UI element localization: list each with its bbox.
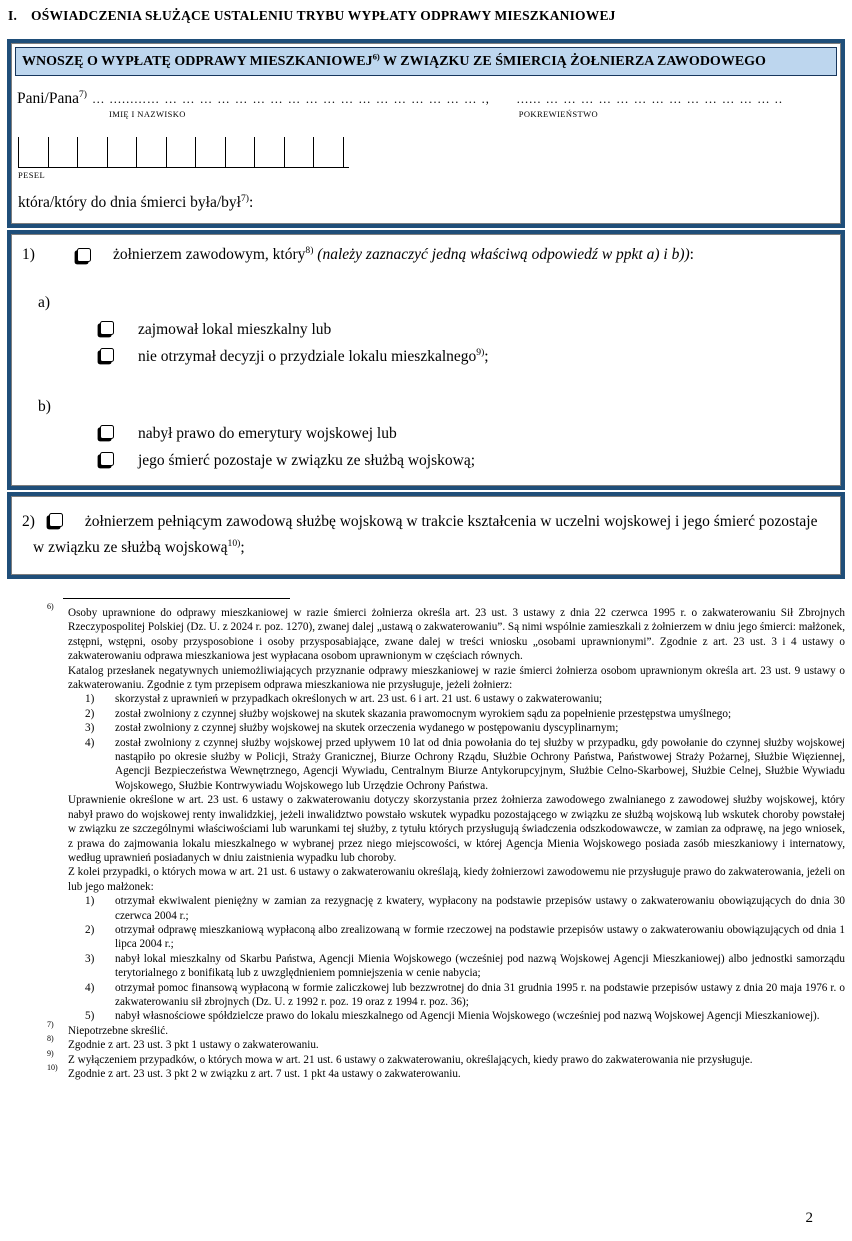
request-box [7, 39, 845, 228]
suboption-row [11, 321, 841, 339]
suboption-text: zajmował lokal mieszkalny lub [138, 321, 332, 338]
footnote-6-para-3: Uprawnienie określone w art. 23 ust. 6 ustawy o zakwaterowaniu dotyczy skorzystania przez żołnierza zawodowego zwalnianego z zawodowej służby wojskowej, który nabył prawo do wojskowej renty inwalidzkiej, jeżeli inwalidztwo powstało wskutek wypadku pozostającego w związku ze służbą wojskową lub wskutek choroby powstałej w związku ze szczególnymi właściwościami lub warunkami tej służby, z tytułu których przysługują świadczenia odszkodowawcze, w zamian za odprawę, na jego wniosek, z prawa do zajmowania lokalu mieszkalnego w wybranej przez niego miejscowości, w której Agencja Mienia Wojskowego posiada zasób mieszkaniowy i internatowy, według uprawnień posiadanych w dniu zaistnienia wypadku lub choroby. [68, 794, 845, 864]
suboption-text: nabył prawo do emerytury wojskowej lub [138, 425, 397, 442]
footnote-7-text: Niepotrzebne skreślić. [68, 1024, 169, 1037]
name-field[interactable]: … .........… … … … … … … … … … … … … … … … … … … ., [92, 92, 490, 106]
option-2-text: żołnierzem pełniącym zawodową służbę wojskową w trakcie kształcenia w uczelni wojskowej i jego śmierć pozostaje w związku ze służbą wojskową [33, 513, 818, 556]
option-2-number: 2) [22, 513, 35, 530]
suboption-checkbox[interactable] [100, 321, 114, 335]
pesel-cell[interactable] [107, 137, 137, 167]
footnotes-section [45, 598, 845, 1081]
pesel-cell[interactable] [77, 137, 107, 167]
suboption-row [11, 452, 841, 470]
pesel-cell[interactable] [313, 137, 344, 167]
section-roman-numeral: I. [8, 8, 18, 23]
pesel-cell[interactable] [166, 137, 196, 167]
footnote-ref-7: 7) [79, 88, 87, 100]
footnote-6-list-2 [68, 894, 845, 1024]
footnote-list-item: 2) otrzymał odprawę mieszkaniową wypłaconą albo zrealizowaną w formie rzeczowej na podstawie przepisów ustawy o zakwaterowaniu obowiązujących od dnia 1 lipca 2004 r.; [85, 923, 845, 951]
suboption-a-items [11, 321, 841, 366]
footnote-ref-7b: 7) [240, 192, 249, 204]
suboption-text: nie otrzymał decyzji o przydziale lokalu mieszkalnego$^{9)}$; [138, 346, 489, 365]
footnote-10: 10) Zgodnie z art. 23 ust. 3 pkt 2 w związku z art. 7 ust. 1 pkt 4a ustawy o zakwaterowaniu. [45, 1067, 845, 1081]
option-1-checkbox[interactable] [77, 248, 91, 262]
footnote-6: 6) Osoby uprawnione do odprawy mieszkaniowej w razie śmierci żołnierza określa art. 23 ust. 3 ustawy z dnia 22 czerwca 1995 r. o zakwaterowaniu Sił Zbrojnych Rzeczypospolitej Polskiej (Dz. U. z 2024 r. poz. 1270), zwanej dalej „ustawą o zakwaterowaniu”. Są nimi wspólnie zamieszkali z żołnierzem w dniu jego śmierci: małżonek, zstępni, wstępni, osoby przysposobione i osoby przysposabiające, zwane dalej w treści wniosku „osobami uprawnionymi”. Zgodnie z art. 23 ust. 3 i 4 ustawy o zakwaterowaniu odprawa mieszkaniowa jest wypłacana osobom uprawnionym w częściach równych. Katalog przesłanek negatywnych uniemożliwiających przyznanie odprawy mieszkaniowej w razie śmierci żołnierza osobom uprawnionym określa art. 23 ust. 9 ustawy o zakwaterowaniu. Zgodnie z tym przepisem odprawa mieszkaniowa nie przysługuje, jeżeli żołnierz: 1) skorzystał z uprawnień w przypadkach określonych w art. 23 ust. 6 i art. 21 ust. 6 ustawy o zakwaterowaniu; 2) został zwolniony z czynnej służby wojskowej na skutek skazania prawomocnym wyrokiem sądu za popełnienie przestępstwa umyślnego; 3) został zwolniony z czynnej służby wojskowej na skutek orzeczenia wydanego w postępowaniu dyscyplinarnym; 4) został zwolniony z czynnej służby wojskowej przed upływem 10 lat od dnia powołania do tej służby w przypadku, gdy powołanie do czynnej służby wojskowej nastąpiło po okresie służby w Policji, Straży Granicznej, Biurze Ochrony Rządu, Służbie Ochrony Państwa, Państwowej Straży Pożarnej, Służbie Więziennej, Agencji Bezpieczeństwa Wewnętrznego, Agencji Wywiadu, Centralnym Biurze Antykorupcyjnym, Służbie Celno-Skarbowej, Służbie Celnej, Służbie Wywiadu Wojskowego, Służbie Kontrwywiadu Wojskowego lub Urzędzie Ochrony Państwa. Uprawnienie określone w art. 23 ust. 6 ustawy o zakwaterowaniu dotyczy skorzystania przez żołnierza zawodowego zwalnianego z zawodowej służby wojskowej, który nabył prawo do wojskowej renty inwalidzkiej, jeżeli inwalidztwo powstało wskutek wypadku pozostającego w związku ze służbą wojskową lub wskutek choroby powstałej w związku ze szczególnymi właściwościami lub warunkami tej służby, z tytułu których przysługują świadczenia odszkodowawcze, w zamian za odprawę, na jego wniosek, z prawa do zajmowania lokalu mieszkalnego w wybranej przez niego miejscowości, w której Agencja Mienia Wojskowego posiada zasób mieszkaniowy i internatowy, według uprawnień posiadanych w dniu zaistnienia wypadku lub choroby. Z kolei przypadki, o których mowa w art. 21 ust. 6 ustawy o zakwaterowaniu określają, kiedy żołnierzowi zawodowemu nie przysługuje prawo do zakwaterowania, jeżeli on lub jego małżonek: 1) otrzymał ekwiwalent pieniężny w zamian za rezygnację z kwatery, wypłacony na podstawie przepisów ustawy o zakwaterowaniu obowiązujących do dnia 30 czerwca 2004 r.; 2) otrzymał odprawę mieszkaniową wypłaconą albo zrealizowaną w formie rzeczowej na podstawie przepisów ustawy o zakwaterowaniu obowiązujących od dnia 1 lipca 2004 r.; 3) nabył lokal mieszkalny od Skarbu Państwa, Agencji Mienia Wojskowego (wcześniej pod nazwą Wojskowej Agencji Mieszkaniowej) albo jednostki samorządu terytorialnego z bonifikatą lub z uwzględnieniem pomniejszenia w cenie nabycia; 4) otrzymał pomoc finansową wypłaconą w formie zaliczkowej lub bezzwrotnej do dnia 31 grudnia 1995 r. na podstawie przepisów ustawy z dnia 20 maja 1976 r. o zakwaterowaniu sił zbrojnych (Dz. U. z 1992 r. poz. 19 oraz z 1994 r. poz. 36); 5) nabył własnościowe spółdzielcze prawo do lokalu mieszkalnego od Agencji Mienia Wojskowego (wcześniej pod nazwą Wojskowej Agencji Mieszkaniowej). [47, 602, 845, 1023]
option-2-box [7, 492, 845, 579]
footnote-ref-8: 8) [305, 244, 314, 256]
footnote-list-item: 4) otrzymał pomoc finansową wypłaconą w formie zaliczkowej lub bezzwrotnej do dnia 31 grudnia 1995 r. na podstawie przepisów ustawy z dnia 20 maja 1976 r. o zakwaterowaniu sił zbrojnych (Dz. U. z 1992 r. poz. 19 oraz z 1994 r. poz. 36); [85, 981, 845, 1008]
pesel-cell[interactable] [254, 137, 284, 167]
footnote-list-item: 3) nabył lokal mieszkalny od Skarbu Państwa, Agencji Mienia Wojskowego (wcześniej pod nazwą Wojskowej Agencji Mieszkaniowej) albo jednostki samorządu terytorialnego z bonifikatą lub z uwzględnieniem pomniejszenia w cenie nabycia; [85, 952, 845, 980]
pesel-field [18, 137, 841, 180]
pesel-cell[interactable] [18, 137, 48, 167]
footnote-6-para-4: Z kolei przypadki, o których mowa w art. 21 ust. 6 ustawy o zakwaterowaniu określają, kiedy żołnierzowi zawodowemu nie przysługuje prawo do zakwaterowania, jeżeli on lub jego małżonek: [68, 866, 845, 893]
request-header-text-2: W ZWIĄZKU ZE ŚMIERCIĄ ŻOŁNIERZA ZAWODOWEGO [379, 54, 766, 69]
request-header [15, 47, 837, 76]
section-title-text: OŚWIADCZENIA SŁUŻĄCE USTALENIU TRYBU WYPŁATY ODPRAWY MIESZKANIOWEJ [31, 8, 616, 23]
option-2-checkbox[interactable] [49, 513, 63, 527]
footnote-list-item: 3) został zwolniony z czynnej służby wojskowej na skutek orzeczenia wydanego w postępowaniu dyscyplinarnym; [85, 722, 619, 735]
suboption-b-label: b) [38, 398, 51, 415]
footnote-9-text: Z wyłączeniem przypadków, o których mowa w art. 21 ust. 6 ustawy o zakwaterowaniu, określających, kiedy prawo do zakwaterowania nie przysługuje. [68, 1053, 753, 1066]
footnote-6-para-2: Katalog przesłanek negatywnych uniemożliwiających przyznanie odprawy mieszkaniowej w razie śmierci żołnierza osobom uprawnionym określa art. 23 ust. 9 ustawy o zakwaterowaniu. Zgodnie z tym przepisem odprawa mieszkaniowa nie przysługuje, jeżeli żołnierz: [68, 664, 845, 692]
suboption-row [11, 425, 841, 443]
footnote-10-text: Zgodnie z art. 23 ust. 3 pkt 2 w związku z art. 7 ust. 1 pkt 4a ustawy o zakwaterowaniu. [68, 1068, 461, 1080]
page-number: 2 [805, 1210, 813, 1226]
suboption-text: jego śmierć pozostaje w związku ze służbą wojskową; [138, 452, 476, 469]
footnote-list-item: 1) skorzystał z uprawnień w przypadkach określonych w art. 23 ust. 6 i art. 21 ust. 6 ustawy o zakwaterowaniu; [85, 693, 603, 706]
footnote-6-list-1 [68, 692, 845, 793]
option-1-number: 1) [22, 246, 35, 263]
footnote-7: 7) Niepotrzebne skreślić. [45, 1024, 845, 1038]
footnote-list-item: 5) nabył własnościowe spółdzielcze prawo do lokalu mieszkalnego od Agencji Mienia Wojskowego (wcześniej pod nazwą Wojskowej Agencji Mieszkaniowej). [85, 1010, 820, 1023]
applicant-row [17, 90, 833, 119]
footnote-8: 8) Zgodnie z art. 23 ust. 3 pkt 1 ustawy o zakwaterowaniu. [45, 1038, 845, 1052]
footnote-ref-10: 10) [227, 537, 241, 549]
pesel-boxes [18, 137, 349, 168]
pesel-cell[interactable] [284, 137, 314, 167]
footnote-ref-6: 6) [372, 51, 380, 62]
footnote-6-para-1: Osoby uprawnione do odprawy mieszkaniowej w razie śmierci żołnierza określa art. 23 ust. 3 ustawy z dnia 22 czerwca 1995 r. o zakwaterowaniu Sił Zbrojnych Rzeczypospolitej Polskiej (Dz. U. z 2024 r. poz. 1270), zwanej dalej „ustawą o zakwaterowaniu”. Są nimi wspólnie zamieszkali z żołnierzem w dniu jego śmierci: małżonek, zstępni, wstępni, osoby przysposobione i osoby przysposabiające, zwane dalej w treści wniosku „osobami uprawnionymi”. Zgodnie z art. 23 ust. 3 i 4 ustawy o zakwaterowaniu odprawa mieszkaniowa jest wypłacana osobom uprawnionym w częściach równych. [68, 607, 845, 663]
relationship-field-label: POKREWIEŃSTWO [518, 109, 599, 119]
pesel-cell[interactable] [48, 137, 78, 167]
suboption-row [11, 348, 841, 366]
name-field-label: IMIĘ I NAZWISKO [109, 109, 186, 119]
suboption-checkbox[interactable] [100, 452, 114, 466]
option-2-row: 2) żołnierzem pełniącym zawodową służbę wojskową w trakcie kształcenia w uczelni wojskowej i jego śmierć pozostaje w związku ze służbą wojskową$^{10)}$; [22, 513, 818, 556]
pesel-cell[interactable] [225, 137, 255, 167]
footnote-list-item: 1) otrzymał ekwiwalent pieniężny w zamian za rezygnację z kwatery, wypłacony na podstawie przepisów ustawy o zakwaterowaniu obowiązujących do dnia 30 czerwca 2004 r.; [85, 895, 845, 922]
suboption-b-items [11, 425, 841, 470]
request-header-text: WNOSZĘ O WYPŁATĘ ODPRAWY MIESZKANIOWEJ [22, 54, 373, 69]
option-1-text: żołnierzem zawodowym, który$^{8)}$ (należy zaznaczyć jedną właściwą odpowiedź w ppkt a) i b)): [113, 244, 694, 263]
pesel-label: PESEL [18, 170, 46, 180]
footnote-9: 9) Z wyłączeniem przypadków, o których mowa w art. 21 ust. 6 ustawy o zakwaterowaniu, określających, kiedy prawo do zakwaterowania nie przysługuje. [45, 1053, 845, 1067]
deceased-status-line: która/który do dnia śmierci była/był$^{7)}$: [18, 192, 254, 211]
suboption-a-label: a) [38, 294, 51, 311]
page-title [8, 8, 852, 24]
footnote-list-item: 2) został zwolniony z czynnej służby wojskowej na skutek skazania prawomocnym wyrokiem sądu za popełnienie przestępstwa umyślnego; [85, 707, 732, 720]
option-1-row [11, 234, 841, 264]
pesel-cell[interactable] [136, 137, 166, 167]
relationship-field[interactable]: ...... … … … … … … … … … … … … … .. [516, 92, 783, 106]
option-1-box [7, 230, 845, 490]
suboption-checkbox[interactable] [100, 425, 114, 439]
suboption-checkbox[interactable] [100, 348, 114, 362]
pesel-cell[interactable] [195, 137, 225, 167]
applicant-prefix: Pani/Pana$^{7)}$ [17, 88, 87, 107]
footnote-list-item: 4) został zwolniony z czynnej służby wojskowej przed upływem 10 lat od dnia powołania do tej służby w przypadku, gdy powołanie do czynnej służby wojskowej nastąpiło po okresie służby w Policji, Straży Granicznej, Biurze Ochrony Rządu, Służbie Ochrony Państwa, Państwowej Straży Pożarnej, Służbie Więziennej, Agencji Bezpieczeństwa Wewnętrznego, Agencji Wywiadu, Centralnym Biurze Antykorupcyjnym, Służbie Celno-Skarbowej, Służbie Celnej, Służbie Wywiadu Wojskowego, Służbie Kontrwywiadu Wojskowego lub Urzędzie Ochrony Państwa. [85, 736, 845, 792]
footnote-8-text: Zgodnie z art. 23 ust. 3 pkt 1 ustawy o zakwaterowaniu. [68, 1039, 319, 1052]
footnote-separator [63, 598, 290, 599]
